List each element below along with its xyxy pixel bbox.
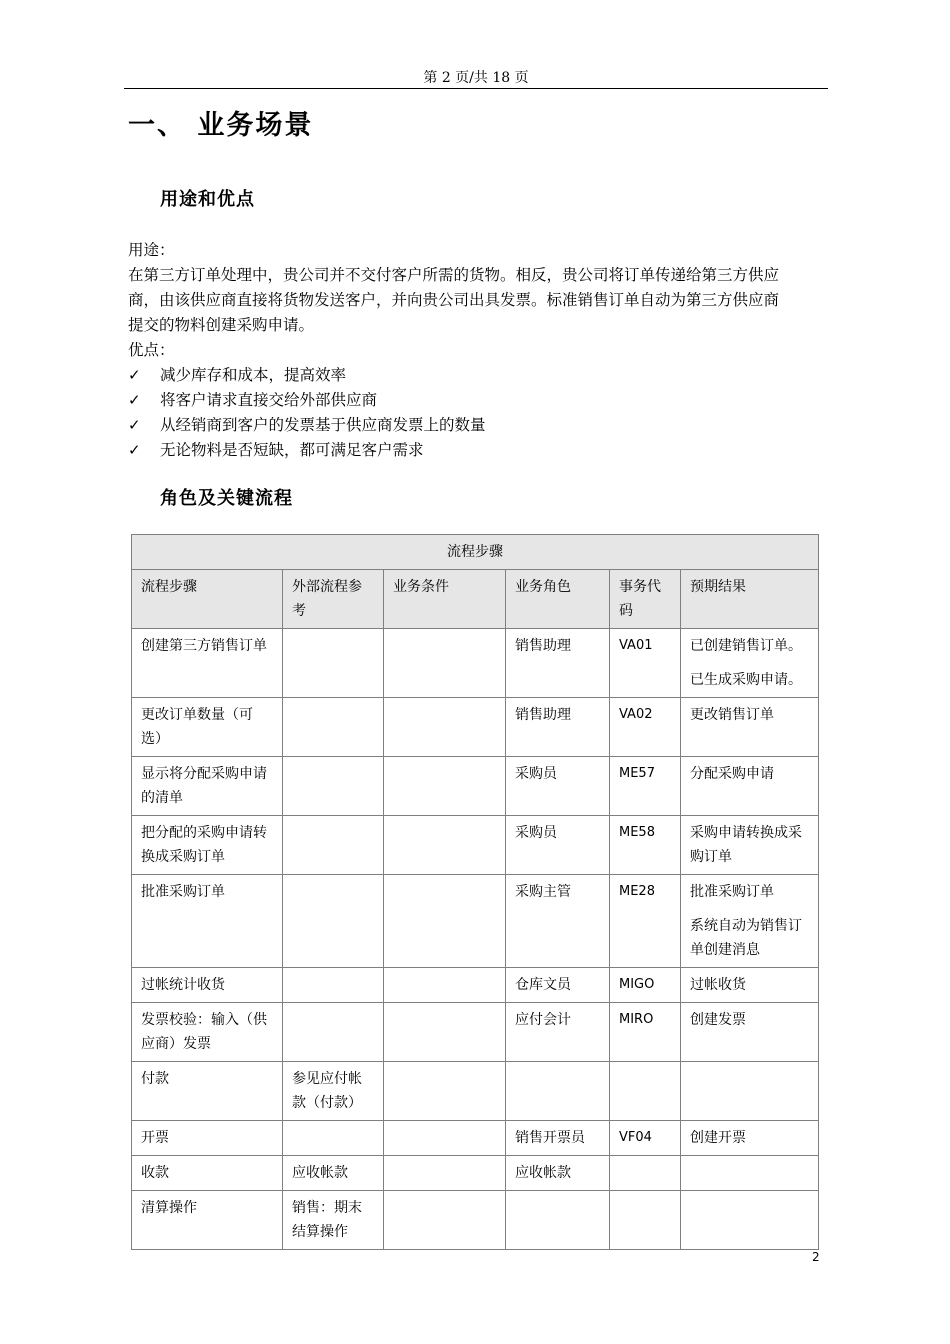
cell-role: 销售开票员 — [506, 1121, 610, 1156]
cell-step: 收款 — [132, 1156, 283, 1191]
advantage-text: 减少库存和成本，提高效率 — [160, 366, 347, 384]
purpose-label: 用途： — [128, 241, 175, 259]
cell-step: 批准采购订单 — [132, 875, 283, 968]
result-line: 采购申请转换成采购订单 — [690, 825, 802, 865]
cell-reference: 应收帐款 — [283, 1156, 384, 1191]
cell-role — [506, 1191, 610, 1250]
advantage-item — [128, 413, 828, 438]
cell-condition — [384, 629, 506, 698]
cell-reference — [283, 698, 384, 757]
advantage-text: 将客户请求直接交给外部供应商 — [160, 391, 378, 409]
table-row — [132, 1156, 819, 1191]
column-header: 外部流程参考 — [283, 570, 384, 629]
table-row — [132, 1062, 819, 1121]
cell-step: 清算操作 — [132, 1191, 283, 1250]
result-line: 系统自动为销售订单创建消息 — [690, 918, 802, 958]
cell-role: 仓库文员 — [506, 968, 610, 1003]
page-header: 第 2 页/共 18 页 — [423, 70, 529, 86]
table-row — [132, 1121, 819, 1156]
cell-expected-result — [681, 1003, 819, 1062]
cell-role: 销售助理 — [506, 629, 610, 698]
table-title-row — [132, 535, 819, 570]
column-header: 事务代码 — [610, 570, 681, 629]
advantage-text: 从经销商到客户的发票基于供应商发票上的数量 — [160, 416, 486, 434]
checkmark-icon: ✓ — [128, 366, 141, 384]
result-line: 更改销售订单 — [690, 707, 774, 723]
checkmark-icon: ✓ — [128, 416, 141, 434]
cell-reference — [283, 1121, 384, 1156]
cell-condition — [384, 968, 506, 1003]
result-line: 分配采购申请 — [690, 766, 774, 782]
section-title-roles: 角色及关键流程 — [160, 488, 293, 509]
purpose-line: 提交的物料创建采购申请。 — [128, 316, 315, 334]
cell-transaction-code: ME28 — [610, 875, 681, 968]
table-row — [132, 816, 819, 875]
advantage-item — [128, 388, 828, 413]
result-line: 已生成采购申请。 — [690, 672, 802, 688]
cell-transaction-code: ME58 — [610, 816, 681, 875]
cell-transaction-code — [610, 1156, 681, 1191]
cell-condition — [384, 1003, 506, 1062]
cell-expected-result — [681, 1156, 819, 1191]
cell-transaction-code: VA02 — [610, 698, 681, 757]
table-row — [132, 1003, 819, 1062]
result-line: 批准采购订单 — [690, 884, 774, 900]
table-row — [132, 1191, 819, 1250]
cell-reference — [283, 875, 384, 968]
cell-transaction-code — [610, 1191, 681, 1250]
checkmark-icon: ✓ — [128, 391, 141, 409]
cell-role: 采购主管 — [506, 875, 610, 968]
cell-transaction-code: VA01 — [610, 629, 681, 698]
advantage-text: 无论物料是否短缺，都可满足客户需求 — [160, 441, 424, 459]
cell-reference — [283, 968, 384, 1003]
cell-expected-result — [681, 816, 819, 875]
cell-condition — [384, 1191, 506, 1250]
cell-step: 过帐统计收货 — [132, 968, 283, 1003]
cell-step: 更改订单数量（可选） — [132, 698, 283, 757]
cell-reference — [283, 816, 384, 875]
cell-condition — [384, 875, 506, 968]
cell-role — [506, 1062, 610, 1121]
table-title: 流程步骤 — [132, 535, 819, 570]
column-header: 业务条件 — [384, 570, 506, 629]
result-line: 创建开票 — [690, 1130, 746, 1146]
section-title-purpose: 用途和优点 — [160, 189, 255, 210]
page-number: 2 — [812, 1250, 820, 1264]
column-header: 业务角色 — [506, 570, 610, 629]
cell-step: 发票校验：输入（供应商）发票 — [132, 1003, 283, 1062]
header-rule — [124, 88, 828, 89]
cell-role: 应收帐款 — [506, 1156, 610, 1191]
purpose-line: 商，由该供应商直接将货物发送客户，并向贵公司出具发票。标准销售订单自动为第三方供应商 — [128, 291, 780, 309]
advantage-item — [128, 438, 828, 463]
checkmark-icon: ✓ — [128, 441, 141, 459]
cell-reference: 参见应付帐款（付款） — [283, 1062, 384, 1121]
heading-1: 一、 业务场景 — [128, 110, 314, 141]
process-table — [131, 534, 819, 1250]
advantages-label: 优点： — [128, 341, 175, 359]
cell-expected-result — [681, 629, 819, 698]
cell-reference — [283, 629, 384, 698]
column-header: 预期结果 — [681, 570, 819, 629]
cell-expected-result — [681, 1121, 819, 1156]
table-row — [132, 698, 819, 757]
cell-transaction-code: MIRO — [610, 1003, 681, 1062]
purpose-block — [128, 238, 828, 463]
cell-condition — [384, 698, 506, 757]
advantages-list — [128, 363, 828, 463]
cell-role: 销售助理 — [506, 698, 610, 757]
cell-step: 开票 — [132, 1121, 283, 1156]
cell-reference — [283, 757, 384, 816]
cell-expected-result — [681, 875, 819, 968]
table-row — [132, 968, 819, 1003]
cell-condition — [384, 1156, 506, 1191]
cell-condition — [384, 1062, 506, 1121]
cell-transaction-code: VF04 — [610, 1121, 681, 1156]
result-line: 已创建销售订单。 — [690, 638, 802, 654]
cell-step: 把分配的采购申请转换成采购订单 — [132, 816, 283, 875]
purpose-line: 在第三方订单处理中，贵公司并不交付客户所需的货物。相反，贵公司将订单传递给第三方供应 — [128, 266, 780, 284]
column-header: 流程步骤 — [132, 570, 283, 629]
cell-step: 创建第三方销售订单 — [132, 629, 283, 698]
table-row — [132, 629, 819, 698]
result-line: 过帐收货 — [690, 977, 746, 993]
cell-role: 应付会计 — [506, 1003, 610, 1062]
table-row — [132, 875, 819, 968]
cell-role: 采购员 — [506, 757, 610, 816]
cell-reference: 销售：期末结算操作 — [283, 1191, 384, 1250]
cell-step: 付款 — [132, 1062, 283, 1121]
cell-transaction-code: MIGO — [610, 968, 681, 1003]
cell-condition — [384, 816, 506, 875]
cell-expected-result — [681, 757, 819, 816]
advantage-item — [128, 363, 828, 388]
table-header-row — [132, 570, 819, 629]
cell-expected-result — [681, 698, 819, 757]
cell-expected-result — [681, 1191, 819, 1250]
cell-role: 采购员 — [506, 816, 610, 875]
cell-step: 显示将分配采购申请的清单 — [132, 757, 283, 816]
result-line: 创建发票 — [690, 1012, 746, 1028]
cell-transaction-code — [610, 1062, 681, 1121]
cell-condition — [384, 1121, 506, 1156]
table-body — [132, 629, 819, 1250]
cell-condition — [384, 757, 506, 816]
cell-expected-result — [681, 1062, 819, 1121]
cell-transaction-code: ME57 — [610, 757, 681, 816]
table-row — [132, 757, 819, 816]
cell-reference — [283, 1003, 384, 1062]
cell-expected-result — [681, 968, 819, 1003]
